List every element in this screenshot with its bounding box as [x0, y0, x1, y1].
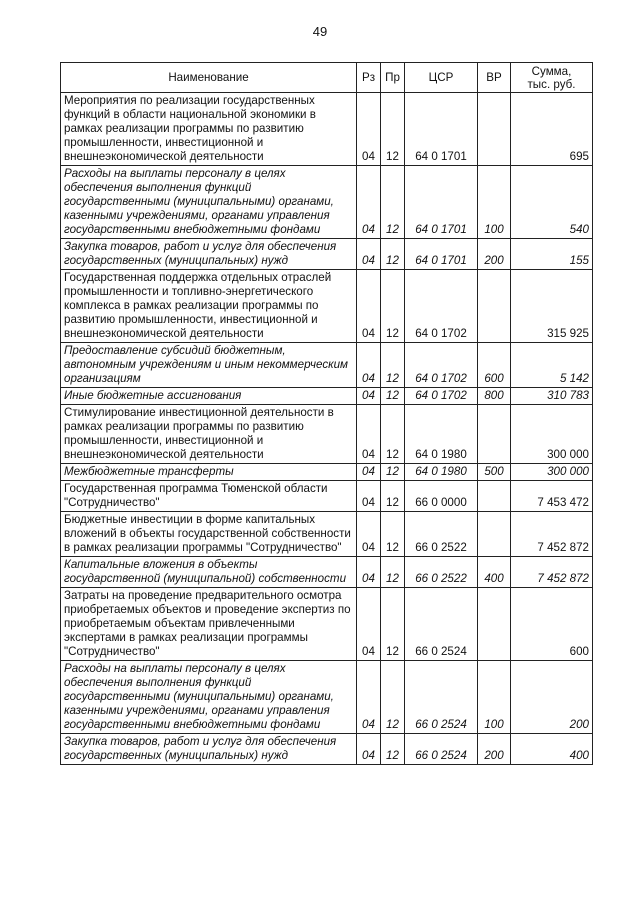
row-pr-cell: 12 — [381, 166, 405, 239]
table-row — [61, 588, 593, 661]
row-csr-cell: 66 0 2522 — [405, 512, 478, 557]
row-vr-cell: 100 — [478, 166, 511, 239]
header-pr: Пр — [381, 63, 405, 93]
table-row — [61, 388, 593, 405]
table-row — [61, 512, 593, 557]
row-sum-cell: 315 925 — [511, 270, 593, 343]
row-csr-cell: 64 0 1702 — [405, 270, 478, 343]
row-csr-cell: 64 0 1701 — [405, 166, 478, 239]
row-sum-cell: 155 — [511, 239, 593, 270]
row-vr-cell — [478, 512, 511, 557]
row-rz-cell: 04 — [357, 557, 381, 588]
row-sum-cell: 200 — [511, 661, 593, 734]
header-rz: Рз — [357, 63, 381, 93]
row-rz-cell: 04 — [357, 343, 381, 388]
row-rz-cell: 04 — [357, 270, 381, 343]
row-name-cell: Бюджетные инвестиции в форме капитальных вложений в объекты государственной собственности в рамках реализации программы "Сотрудничество" — [61, 512, 357, 557]
row-rz-cell: 04 — [357, 93, 381, 166]
table-row — [61, 661, 593, 734]
row-csr-cell: 66 0 0000 — [405, 481, 478, 512]
table-row — [61, 734, 593, 765]
row-name-cell: Государственная поддержка отдельных отраслей промышленности и топливно-энергетического комплекса в рамках реализации программы по развитию промышленности, инвестиционной и внешнеэкономической деятельности — [61, 270, 357, 343]
row-rz-cell: 04 — [357, 588, 381, 661]
row-pr-cell: 12 — [381, 661, 405, 734]
row-vr-cell — [478, 481, 511, 512]
row-pr-cell: 12 — [381, 405, 405, 464]
row-rz-cell: 04 — [357, 512, 381, 557]
row-name-cell: Мероприятия по реализации государственных функций в области национальной экономики в рамках реализации программы по развитию промышленности, инвестиционной и внешнеэкономической деятельности — [61, 93, 357, 166]
table-row — [61, 405, 593, 464]
row-csr-cell: 64 0 1701 — [405, 239, 478, 270]
row-sum-cell: 7 452 872 — [511, 557, 593, 588]
row-pr-cell: 12 — [381, 588, 405, 661]
row-name-cell: Расходы на выплаты персоналу в целях обеспечения выполнения функций государственными (муниципальными) органами, казенными учреждениями, органами управления государственными внебюджетными фондами — [61, 166, 357, 239]
table-row — [61, 166, 593, 239]
row-pr-cell: 12 — [381, 481, 405, 512]
row-sum-cell: 7 453 472 — [511, 481, 593, 512]
header-sum-line2: тыс. руб. — [527, 77, 576, 91]
table-row — [61, 93, 593, 166]
row-sum-cell: 540 — [511, 166, 593, 239]
row-vr-cell: 400 — [478, 557, 511, 588]
row-name-cell: Стимулирование инвестиционной деятельности в рамках реализации программы по развитию промышленности, инвестиционной и внешнеэкономической деятельности — [61, 405, 357, 464]
row-vr-cell — [478, 93, 511, 166]
row-pr-cell: 12 — [381, 93, 405, 166]
row-name-cell: Закупка товаров, работ и услуг для обеспечения государственных (муниципальных) нужд — [61, 734, 357, 765]
table-header — [61, 63, 593, 93]
row-sum-cell: 400 — [511, 734, 593, 765]
row-vr-cell — [478, 270, 511, 343]
header-csr: ЦСР — [405, 63, 478, 93]
table-row — [61, 464, 593, 481]
budget-table — [60, 62, 593, 765]
row-rz-cell: 04 — [357, 464, 381, 481]
row-pr-cell: 12 — [381, 512, 405, 557]
table-row — [61, 557, 593, 588]
row-vr-cell: 200 — [478, 734, 511, 765]
row-pr-cell: 12 — [381, 270, 405, 343]
row-vr-cell: 500 — [478, 464, 511, 481]
header-name: Наименование — [61, 63, 357, 93]
table-body — [61, 93, 593, 765]
table-row — [61, 481, 593, 512]
row-rz-cell: 04 — [357, 481, 381, 512]
row-rz-cell: 04 — [357, 388, 381, 405]
row-name-cell: Расходы на выплаты персоналу в целях обеспечения выполнения функций государственными (муниципальными) органами, казенными учреждениями, органами управления государственными внебюджетными фондами — [61, 661, 357, 734]
row-pr-cell: 12 — [381, 388, 405, 405]
row-sum-cell: 310 783 — [511, 388, 593, 405]
row-csr-cell: 64 0 1702 — [405, 343, 478, 388]
row-name-cell: Иные бюджетные ассигнования — [61, 388, 357, 405]
row-vr-cell: 800 — [478, 388, 511, 405]
row-rz-cell: 04 — [357, 734, 381, 765]
row-name-cell: Межбюджетные трансферты — [61, 464, 357, 481]
row-name-cell: Государственная программа Тюменской области "Сотрудничество" — [61, 481, 357, 512]
row-sum-cell: 600 — [511, 588, 593, 661]
row-csr-cell: 66 0 2524 — [405, 588, 478, 661]
table-row — [61, 270, 593, 343]
header-sum — [511, 63, 593, 93]
row-vr-cell: 600 — [478, 343, 511, 388]
table-row — [61, 343, 593, 388]
row-rz-cell: 04 — [357, 661, 381, 734]
row-csr-cell: 64 0 1701 — [405, 93, 478, 166]
row-pr-cell: 12 — [381, 557, 405, 588]
page-number: 49 — [312, 24, 328, 39]
table-row — [61, 239, 593, 270]
row-csr-cell: 64 0 1980 — [405, 464, 478, 481]
row-csr-cell: 64 0 1980 — [405, 405, 478, 464]
row-csr-cell: 66 0 2522 — [405, 557, 478, 588]
row-rz-cell: 04 — [357, 239, 381, 270]
row-pr-cell: 12 — [381, 239, 405, 270]
header-vr: ВР — [478, 63, 511, 93]
row-vr-cell — [478, 588, 511, 661]
header-sum-line1: Сумма, — [531, 64, 572, 78]
row-sum-cell: 300 000 — [511, 464, 593, 481]
row-sum-cell: 695 — [511, 93, 593, 166]
row-name-cell: Затраты на проведение предварительного осмотра приобретаемых объектов и проведение экспертиз по приобретаемым объектам привлеченными экспертами в рамках реализации программы "Сотрудничество" — [61, 588, 357, 661]
row-csr-cell: 64 0 1702 — [405, 388, 478, 405]
row-pr-cell: 12 — [381, 734, 405, 765]
row-pr-cell: 12 — [381, 464, 405, 481]
row-vr-cell: 100 — [478, 661, 511, 734]
row-name-cell: Капитальные вложения в объекты государственной (муниципальной) собственности — [61, 557, 357, 588]
row-name-cell: Предоставление субсидий бюджетным, автономным учреждениям и иным некоммерческим организациям — [61, 343, 357, 388]
row-vr-cell — [478, 405, 511, 464]
row-vr-cell: 200 — [478, 239, 511, 270]
row-sum-cell: 300 000 — [511, 405, 593, 464]
row-csr-cell: 66 0 2524 — [405, 734, 478, 765]
row-pr-cell: 12 — [381, 343, 405, 388]
row-rz-cell: 04 — [357, 405, 381, 464]
row-sum-cell: 5 142 — [511, 343, 593, 388]
row-name-cell: Закупка товаров, работ и услуг для обеспечения государственных (муниципальных) нужд — [61, 239, 357, 270]
row-csr-cell: 66 0 2524 — [405, 661, 478, 734]
row-rz-cell: 04 — [357, 166, 381, 239]
row-sum-cell: 7 452 872 — [511, 512, 593, 557]
